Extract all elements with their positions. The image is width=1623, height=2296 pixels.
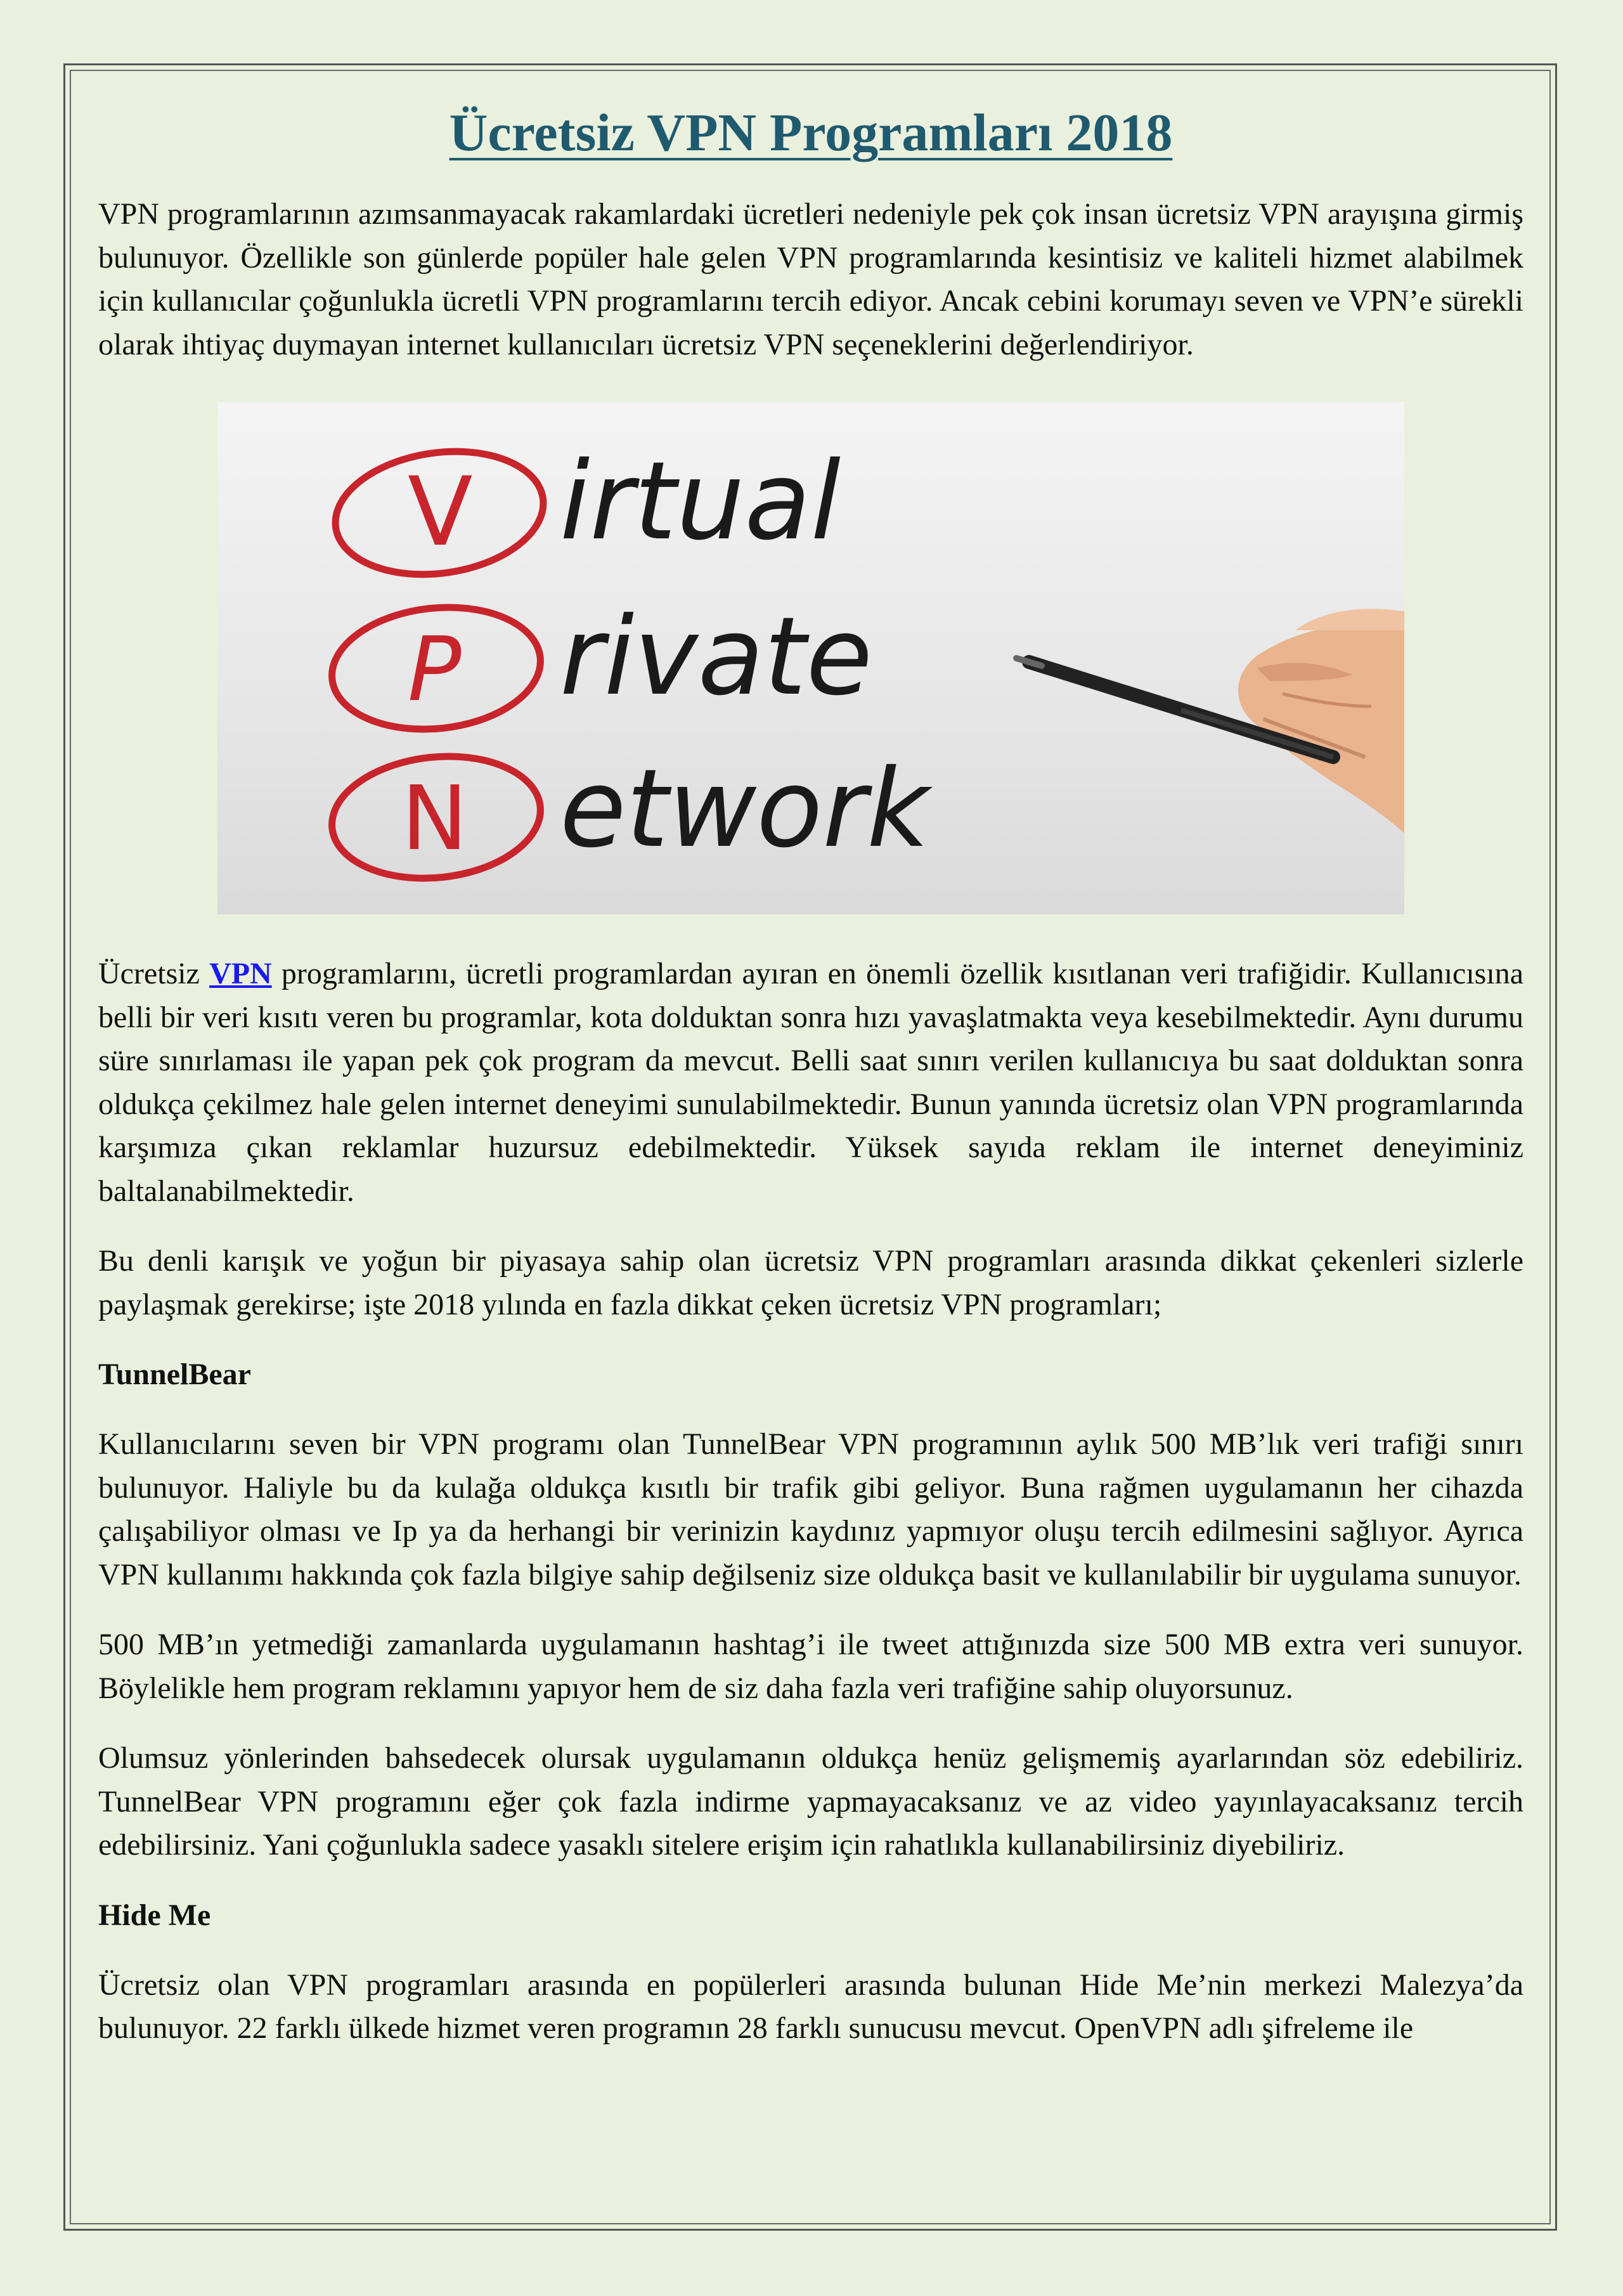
paragraph-free-vpn-limits-rest: programlarını, ücretli programlardan ayıran en önemli özellik kısıtlanan veri trafiğidir. Kullanıcısına belli bir veri kısıtı veren bu programlar, kota dolduktan sonra hızı yavaşlatmakta veya kesebilmektedir. Aynı durumu süre sınırlaması ile yapan pek çok program da mevcut. Belli saat sınırı verilen kullanıcıya bu saat dolduktan sonra oldukça çekilmez hale gelen internet deneyimi sunulabilmektedir. Bunun yanında ücretsiz olan VPN programlarında karşımıza çıkan reklamlar huzursuz edebilmektedir. Yüksek sayıda reklam ile internet deneyiminiz baltalanabilmektedir. <box>98 957 1523 1208</box>
letter-n: N <box>401 767 468 871</box>
paragraph-free-vpn-limits-start: Ücretsiz <box>98 957 210 990</box>
vpn-illustration <box>217 402 1404 914</box>
letter-p: P <box>408 618 462 722</box>
paragraph-free-vpn-limits <box>98 952 1523 1213</box>
word-rivate: rivate <box>560 594 873 720</box>
heading-tunnelbear: TunnelBear <box>98 1358 251 1391</box>
vpn-illustration-svg <box>217 402 1404 914</box>
paragraph-tunnelbear-extra: 500 MB’ın yetmediği zamanlarda uygulamanın hashtag’i ile tweet attığınızda size 500 MB extra veri sunuyor. Böylelikle hem program reklamını yapıyor hem de siz daha fazla veri trafiğine sahip oluyorsunuz. <box>98 1628 1523 1705</box>
paragraph-tunnelbear-overview: Kullanıcılarını seven bir VPN programı olan TunnelBear VPN programının aylık 500 MB’lık veri trafiği sınırı bulunuyor. Haliyle bu da kulağa oldukça kısıtlı bir trafik gibi geliyor. Buna rağmen uygulamanın her cihazda çalışabiliyor olması ve Ip ya da herhangi bir verinizin kaydınız yapmıyor oluşu tercih edilmesini sağlıyor. Ayrıca VPN kullanımı hakkında çok fazla bilgiye sahip değilseniz size oldukça basit ve kullanılabilir bir uygulama sunuyor. <box>98 1427 1523 1592</box>
intro-paragraph: VPN programlarının azımsanmayacak rakamlardaki ücretleri nedeniyle pek çok insan ücretsiz VPN arayışına girmiş bulunuyor. Özellikle son günlerde popüler hale gelen VPN programlarında kesintisiz ve kaliteli hizmet alabilmek için kullanıcılar çoğunlukla ücretli VPN programlarını tercih ediyor. Ancak cebini korumayı seven ve VPN’e sürekli olarak ihtiyaç duymayan internet kullanıcıları ücretsiz VPN seçeneklerini değerlendiriyor. <box>98 197 1523 361</box>
document-body <box>98 89 1523 2051</box>
spacer <box>98 1213 1523 1240</box>
word-etwork: etwork <box>560 746 929 872</box>
paragraph-hide-me: Ücretsiz olan VPN programları arasında en popülerleri arasında bulunan Hide Me’nin merkezi Malezya’da bulunuyor. 22 farklı ülkede hizmet veren programın 28 farklı sunucusu mevcut. OpenVPN adlı şifreleme ile <box>98 1968 1523 2045</box>
spacer <box>98 1396 1523 1423</box>
spacer <box>98 1867 1523 1894</box>
letter-v: V <box>408 457 473 568</box>
heading-hide-me: Hide Me <box>98 1898 211 1932</box>
hand-with-pen <box>1016 609 1404 833</box>
paragraph-tunnelbear-cons: Olumsuz yönlerinden bahsedecek olursak uygulamanın oldukça henüz gelişmemiş ayarlarından söz edebiliriz. TunnelBear VPN programını eğer çok fazla indirme yapmayacaksanız ve az video yayınlayacaksanız tercih edebilirsiniz. Yani çoğunlukla sadece yasaklı sitelere erişim için rahatlıkla kullanabilirsiniz diyebiliriz. <box>98 1741 1523 1862</box>
paragraph-market-intro: Bu denli karışık ve yoğun bir piyasaya sahip olan ücretsiz VPN programları arasında dikkat çekenleri sizlerle paylaşmak gerekirse; işte 2018 yılında en fazla dikkat çeken ücretsiz VPN programları; <box>98 1244 1523 1321</box>
spacer <box>98 1597 1523 1623</box>
vpn-link[interactable]: VPN <box>209 957 272 990</box>
spacer <box>98 1937 1523 1964</box>
spacer <box>98 1710 1523 1737</box>
spacer <box>98 1326 1523 1353</box>
page-title: Ücretsiz VPN Programları 2018 <box>449 103 1173 162</box>
word-irtual: irtual <box>560 439 841 564</box>
